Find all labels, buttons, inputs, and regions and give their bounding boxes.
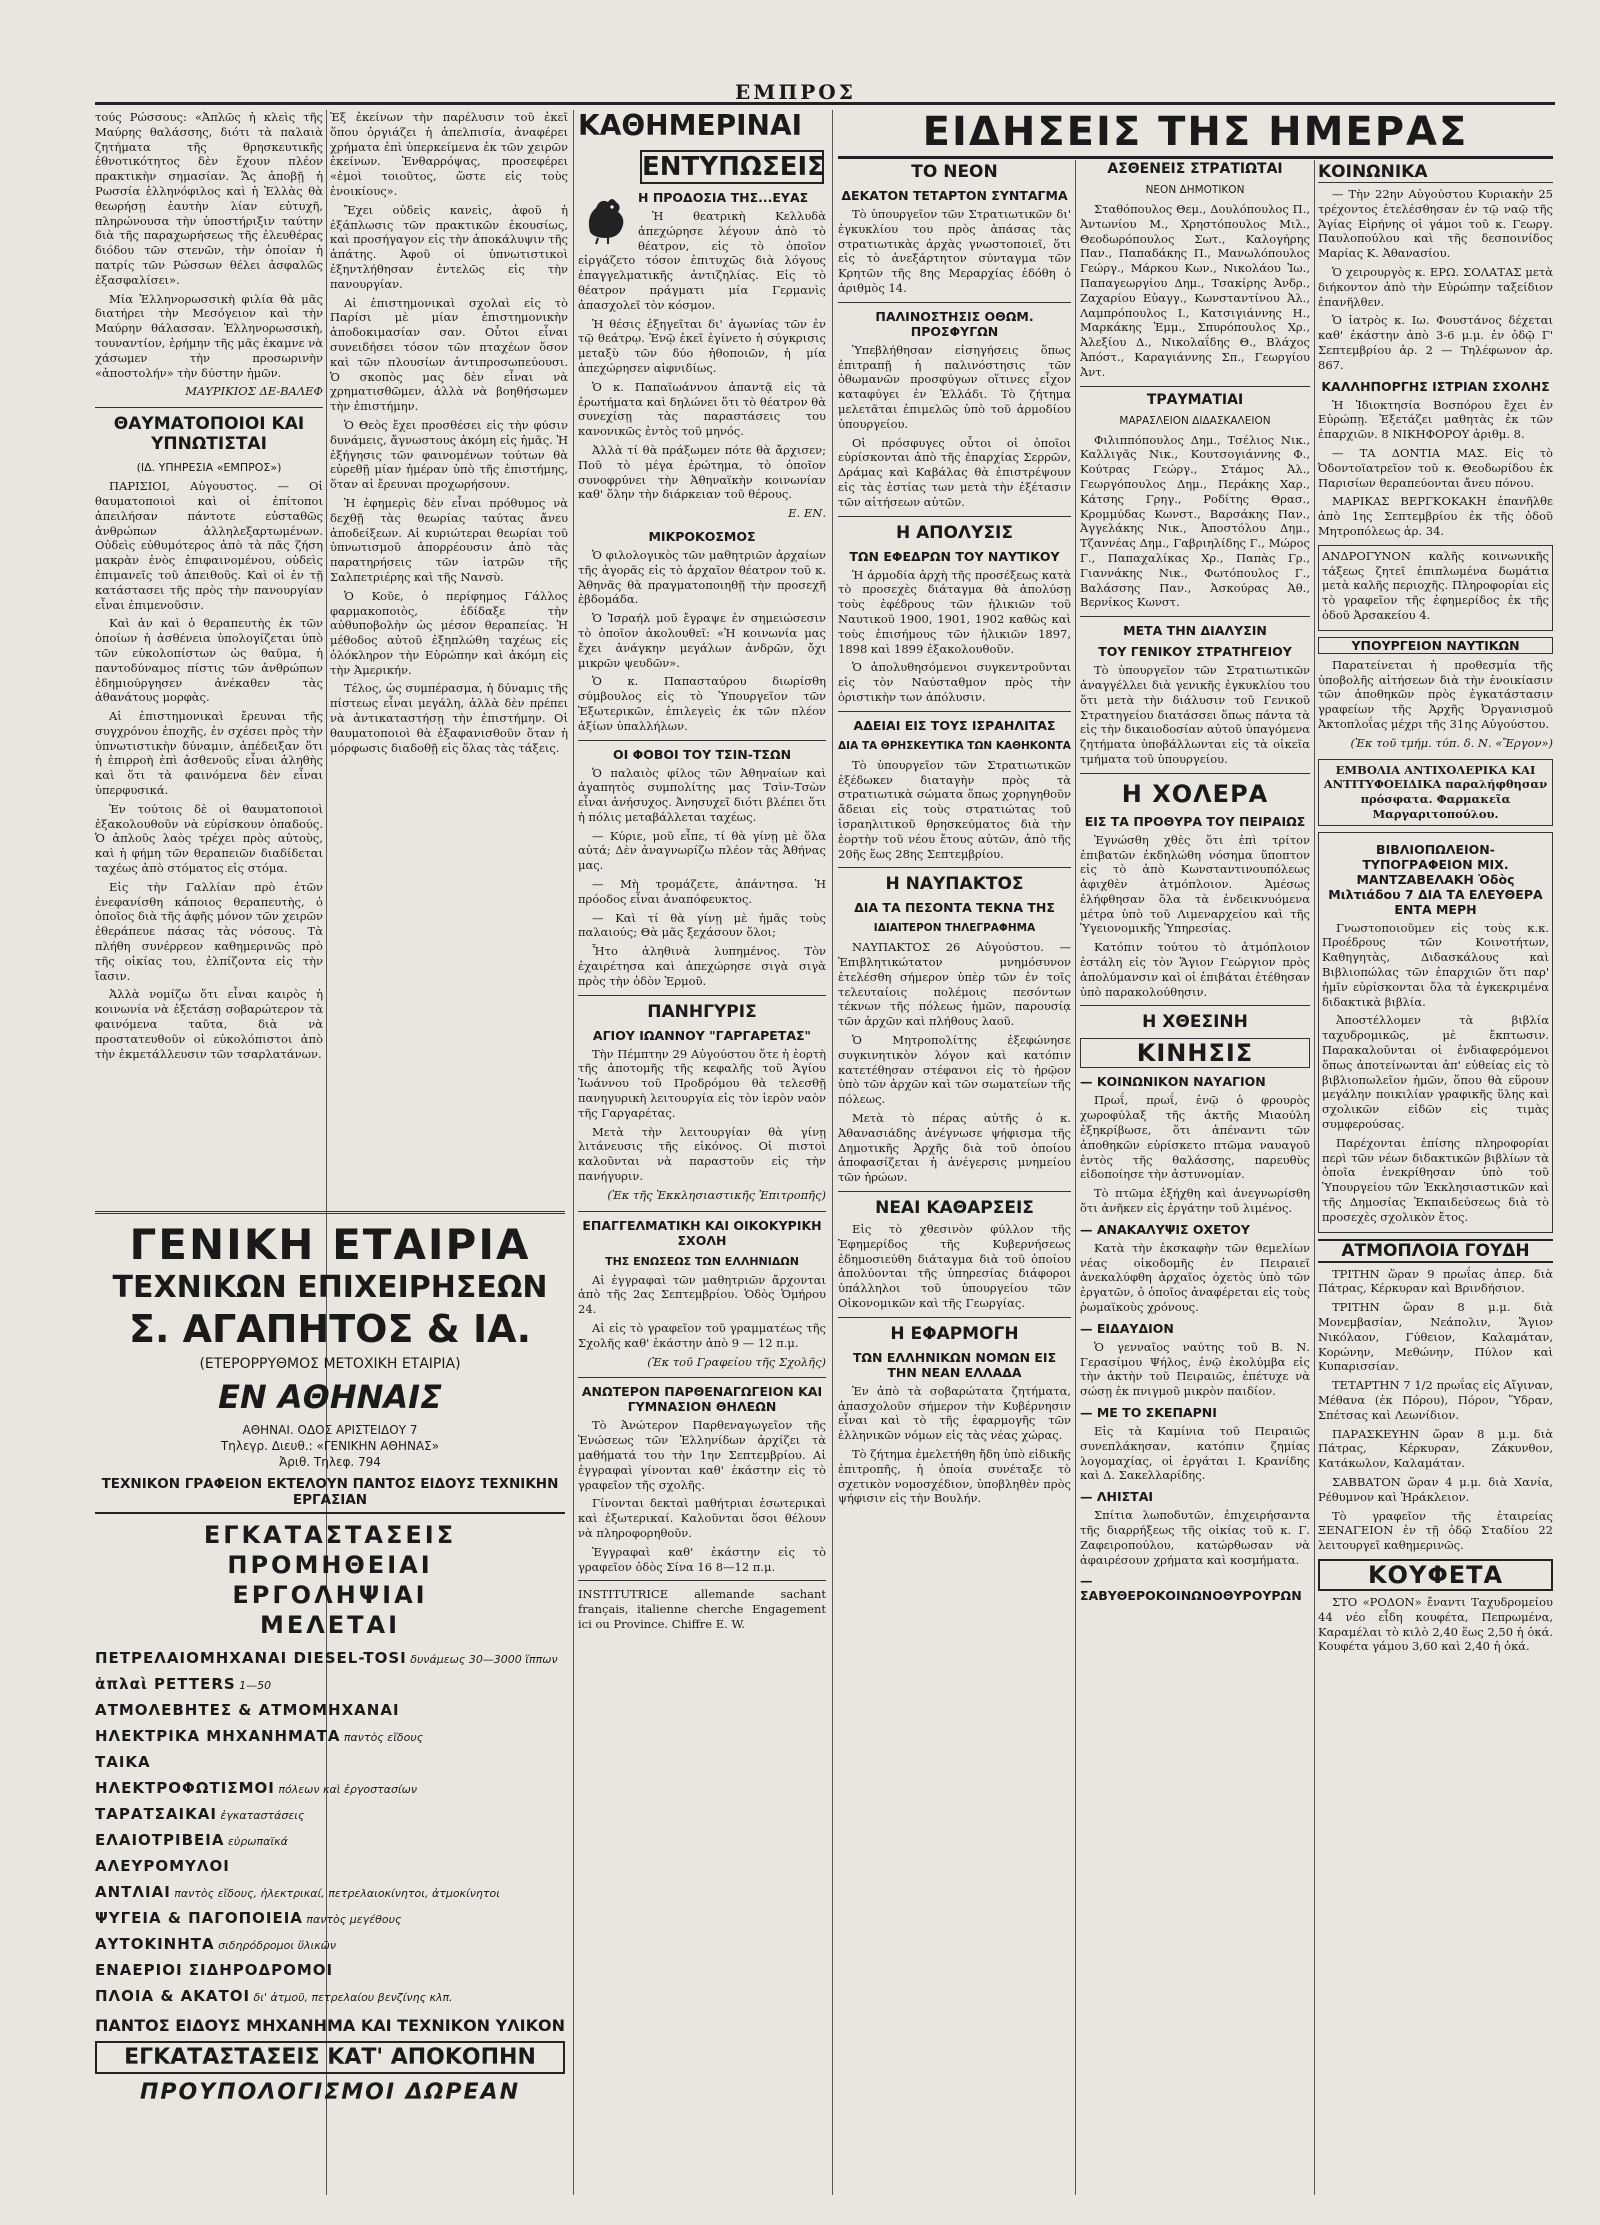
article-text: Ὁ γενναῖος ναύτης τοῦ Β. Ν. Γερασίμου Ψήλος, ἐνῷ ἐκολύμβα εἰς τὴν ἀκτὴν τοῦ Πειραιῶς, ἐπέτυχε νὰ σώσῃ ἐκ πνιγμοῦ μικρὸν παιδίον. bbox=[1080, 1339, 1310, 1399]
masthead-title: ΕΜΠΡΟΣ bbox=[735, 80, 856, 104]
column-divider bbox=[1314, 160, 1315, 2195]
ad-vaccines-text: ΕΜΒΟΛΙΑ ΑΝΤΙΧΟΛΕΡΙΚΑ ΚΑΙ ΑΝΤΙΤΥΦΟΕΙΔΙΚΑ παραλήφθησαν πρόσφατα. Φαρμακεῖα Μαργαριτοπούλου. bbox=[1323, 762, 1548, 821]
ad-product-name: ΨΥΓΕΙΑ & ΠΑΓΟΠΟΙΕΙΑ bbox=[95, 1909, 303, 1927]
ad-product-item bbox=[95, 1724, 565, 1750]
classified-ad-text: ΑΝΔΡΟΓΥΝΟΝ καλῆς κοινωνικῆς τάξεως ζητεῖ ἐπιπλωμένα δωμάτια μετὰ καλῆς περιοχῆς. Πληροφορίαι εἰς τὸ γραφεῖον τῆς ἐφημερίδος ἐκ τῆς ὁδοῦ Ἀρσακείου 4. bbox=[1322, 548, 1549, 622]
article-headline: ΕΠΑΓΓΕΛΜΑΤΙΚΗ ΚΑΙ ΟΙΚΟΚΥΡΙΚΗ ΣΧΟΛΗ bbox=[582, 1217, 822, 1248]
divider bbox=[838, 711, 1071, 712]
article-text: Ἐξ ἐκείνων τὴν παρέλυσιν τοῦ ἐκεῖ ὅπου ὀργιάζει ἡ ἀπελπισία, ἀναφέρει χρήματα ἐπὶ ὑπερκείμενα ἐκ τῶν χειρῶν ἐκείνων. Ἐνθαρρόψας, προσεφέρει «ἐμοὶ τοιοῦτος, ὥστε εἰς τοὺς ἐνοικίους». bbox=[330, 110, 568, 198]
ad-product-name: ἁπλαὶ PETTERS bbox=[95, 1675, 236, 1693]
column-3 bbox=[578, 110, 826, 2195]
article-text: Ἀλλὰ νομίζω ὅτι εἶναι καιρὸς ἡ κοινωνία νὰ ἐξετάσῃ σοβαρώτερον τὰ φαινόμενα ταῦτα, διὰ νὰ προστατευθοῦν οἱ εὐκολόπιστοι ἀπὸ τὴν ἐκμετάλλευσιν τῶν τσαρλατάνων. bbox=[95, 987, 323, 1061]
article-text: Τὸ ὑπουργεῖον τῶν Στρατιωτικῶν ἀναγγέλλει διὰ γενικῆς ἐγκυκλίου του ὅτι μετὰ τὴν διάλυσιν τοῦ Γενικοῦ Στρατηγείου διατάσσει ὅπως πάντα τὰ εἰς τὴν δικαιοδοσίαν αὐτοῦ ὑπαγόμενα ζητήματα ὑποβάλλωνται εἰς τὰ οἰκεῖα τμήματα τοῦ ὑπουργείου. bbox=[1080, 663, 1310, 766]
article-signature: (Ἐκ τῆς Ἐκκλησιαστικῆς Ἐπιτροπῆς) bbox=[607, 1187, 826, 1202]
ad-city: ΕΝ ΑΘΗΝΑΙΣ bbox=[218, 1378, 442, 1416]
ad-service: ΕΓΚΑΤΑΣΤΑΣΕΙΣ bbox=[203, 1521, 457, 1549]
ad-installations: ΕΓΚΑΤΑΣΤΑΣΕΙΣ ΚΑΤ' ΑΠΟΚΟΠΗΝ bbox=[95, 2041, 565, 2074]
article-headline: Η ΠΡΟΔΟΣΙΑ ΤΗΣ...ΕΥΑΣ bbox=[638, 190, 809, 205]
article-text: Καὶ ἀν καὶ ὁ θεραπευτὴς ἐκ τῶν ὁποίων ἡ ἀσθένεια ὑπολογίζεται ὑπὸ τῶν εὐκολοπίστων ὡς θαῦμα, ἡ παντοδύναμος πίστις τῶν ἀνθρώπων ἐδημιούργησεν ἀνέκαθεν τὰς ἀθανάτους μορφὰς. bbox=[95, 616, 323, 705]
article-subhead: — ΜΕ ΤΟ ΣΚΕΠΑΡΝΙ bbox=[1080, 1405, 1217, 1421]
article-subhead: ΔΕΚΑΤΟΝ ΤΕΤΑΡΤΟΝ ΣΥΝΤΑΓΜΑ bbox=[841, 188, 1068, 203]
article-text: Ὁ ἀπολυθησόμενοι συγκεντροῦνται εἰς τὸν Ναύσταθμον πρὸς τὴν ὁριστικὴν των ἀπόλυσιν. bbox=[838, 660, 1071, 704]
article-text: Τὸ Ἀνώτερον Παρθεναγωγεῖον τῆς Ἑνώσεως τῶν Ἑλληνίδων ἀρχίζει τὰ μαθήματά του τὴν 1ην Σεπτεμβρίου. Αἱ ἐγγραφαὶ γίνονται καθ' ἑκάστην εἰς τὸ γραφεῖον τῆς σχολῆς. bbox=[578, 1418, 826, 1492]
divider bbox=[838, 302, 1071, 303]
article-text: Παρατείνεται ἡ προθεσμία τῆς ὑποβολῆς αἰτήσεων διὰ τὴν ἐνοικίασιν τῶν ἀποθηκῶν πρὸς ἐγκατάστασιν γραφείων τῆς Ἀρχῆς Ὀργανισμοῦ Ἀκτοπλοΐας μέχρι τῆς 31ης Αὐγούστου. bbox=[1318, 657, 1553, 731]
column-divider bbox=[1075, 160, 1076, 2195]
article-text: Ἦτο ἀληθινὰ λυπημένος. Τὸν ἐχαιρέτησα καὶ ἀπεχώρησε σιγὰ σιγὰ πρὸς τὴν ὁδὸν Ἑρμοῦ. bbox=[578, 944, 826, 988]
ad-bookshop-text: Γνωστοποιοῦμεν εἰς τοὺς κ.κ. Προέδρους τῶν Κοινοτήτων, Καθηγητὰς, Διδασκάλους καὶ Βιβλιοπώλας τῶν ἐπαρχιῶν ὅτι παρ' ἡμῖν εὑρίσκονται ὅλα τὰ ἐγκεκριμένα διδακτικὰ βιβλία. bbox=[1322, 920, 1549, 1009]
divider bbox=[578, 740, 826, 741]
article-headline: Η ΕΦΑΡΜΟΓΗ bbox=[890, 1323, 1019, 1344]
section-title-koinonika: ΚΟΙΝΩΝΙΚΑ bbox=[1318, 162, 1553, 183]
ad-technical-office: ΤΕΧΝΙΚΟΝ ΓΡΑΦΕΙΟΝ ΕΚΤΕΛΟΥΝ ΠΑΝΤΟΣ ΕΙΔΟΥΣ ΤΕΧΝΙΚΗΝ ΕΡΓΑΣΙΑΝ bbox=[95, 1476, 565, 1514]
ad-product-detail: εὐρωπαϊκά bbox=[224, 1835, 288, 1848]
article-subhead: ΤΩΝ ΕΦΕΔΡΩΝ ΤΟΥ ΝΑΥΤΙΚΟΥ bbox=[849, 548, 1060, 564]
article-text: Ὁ παλαιὸς φίλος τῶν Ἀθηναίων καὶ ἀγαπητὸς συμπολίτης μας Τσὶν-Τσὼν εἶναι ἀνήσυχος. Ἀνησυχεῖ διότι βλέπει ὅτι ἡ πόλις μεταβάλλεται ταχέως. bbox=[578, 765, 826, 824]
divider bbox=[838, 1191, 1071, 1192]
ad-bookshop bbox=[1318, 832, 1553, 1233]
ad-product-list bbox=[95, 1646, 565, 2010]
ad-steamship-line: ΤΡΙΤΗΝ ὥραν 9 πρωΐας ἀπερ. διὰ Πάτρας, Κέρκυραν καὶ Βρινδήσιον. bbox=[1318, 1266, 1553, 1296]
column-5 bbox=[1080, 110, 1310, 2195]
article-headline: Η ΧΟΛΕΡΑ bbox=[1121, 779, 1269, 808]
article-text: Εἰς τὰ Καμίνια τοῦ Πειραιῶς συνεπλάκησαν, κατόπιν ζημίας λογομαχίας, οἱ ἐργάται Ι. Κρανίδης καὶ Δ. Σακελλαρίδης. bbox=[1080, 1424, 1310, 1483]
article-signature: ΜΑΥΡΙΚΙΟΣ ΔΕ-ΒΑΛΕΦ bbox=[185, 384, 323, 399]
article-text: — Κύριε, μοῦ εἶπε, τί θὰ γίνῃ μὲ ὅλα αὐτά; Δὲν ἀναγνωρίζω πλέον τὰς Ἀθήνας μας. bbox=[578, 828, 826, 873]
article-text: Εἰς τὴν Γαλλίαν πρὸ ἐτῶν ἐνεφανίσθη κάποιος θεραπευτὴς, ὁ ὁποῖος διὰ τῆς ἁφῆς μόνον τῶν χειρῶν ἐθεράπευε πάσας τὰς νόσους. Τὰ πλήθη συνέρρεον καθημερινῶς πρὸ τῆς οἰκίας του, ἐλπίζοντα εἰς τὴν ἴασιν. bbox=[95, 879, 323, 983]
article-signature: (Ἐκ τοῦ τμήμ. τύπ. δ. Ν. «Ἔργον») bbox=[1350, 735, 1553, 750]
ad-product-detail: παντὸς εἴδους, ἠλεκτρικαί, πετρελαιοκίνητοι, ἀτμοκίνητοι bbox=[170, 1887, 500, 1900]
article-headline: ΟΙ ΦΟΒΟΙ ΤΟΥ ΤΣΙΝ-ΤΣΩΝ bbox=[612, 746, 792, 762]
article-text: Ὁ Κοῦε, ὁ περίφημος Γάλλος φαρμακοποιὸς, ἐδίδαξε τὴν αὐθυποβολὴν ὡς μέσον θεραπείας. Ἡ μέθοδος αὐτοῦ ἐξηπλώθη ταχέως εἰς ὁλόκληρον τὴν Εὐρώπην καὶ ἀκόμη εἰς τὴν Ἀμερικήν. bbox=[330, 588, 568, 677]
divider bbox=[1080, 616, 1310, 617]
ad-headline: ΚΑΛΛΗΠΟΡΓΗΣ ΙΣΤΡΙΑΝ ΣΧΟΛΗΣ bbox=[1321, 378, 1550, 394]
article-text: Ἐγγραφαὶ καθ' ἑκάστην εἰς τὸ γραφεῖον ὁδὸς Σίνα 16 8—12 π.μ. bbox=[578, 1544, 826, 1574]
article-text: ΝΑΥΠΑΚΤΟΣ 26 Αὐγούστου. — Ἐπιβλητικώτατον μνημόσυνον ἐτελέσθη σήμερον ὑπὲρ τῶν ἐν τοῖς τελευταίοις πολέμοις πεσόντων τέκνων τῆς πόλεως ἡμῶν, παρουσίᾳ τῶν ἀρχῶν καὶ πλήθους λαοῦ. bbox=[838, 940, 1071, 1029]
article-text: Ἡ θεατρικὴ Κελλυδὰ ἀπεχώρησε λέγουν ἀπὸ τὸ θέατρον, εἰς τὸ ὁποῖον εἰργάζετο τόσον ἐπιτυχῶς διὰ λόγους ἐπαγγελματικῆς ἀντιζηλίας. Εἰς τὸ θέατρον πράγματι μία Γερμανὶς ἀπασχολεῖ τὸν κόσμον. bbox=[578, 209, 826, 312]
article-headline: Η ΧΘΕΣΙΝΗ bbox=[1142, 1012, 1248, 1033]
ad-company-name: ΓΕΝΙΚΗ ΕΤΑΙΡΙΑ bbox=[129, 1220, 531, 1269]
article-subhead: ΝΕΟΝ ΔΗΜΟΤΙΚΟΝ bbox=[1145, 184, 1245, 196]
divider bbox=[578, 995, 826, 996]
ad-product-name: ΤΑΙΚΑ bbox=[95, 1753, 151, 1771]
article-text: Σταθόπουλος Θεμ., Δουλόπουλος Π., Ἀντωνίου Μ., Χρηστόπουλος Μιλ., Θεοδωρόπουλος Σωτ., Καλογήρης Παν., Παπαδάκης Π., Μανωλόπουλος Γεώργ., Μάρκου Κων., Νικολάου Ἰω., Παπαγεωργίου Δημ., Τσακίρης Ἀνδρ., Ζαχαρίου Εὐαγγ., Κωνσταντίνου Ἀλ., Λαμπρόπουλος Ι., Κατσιγιάννης Η., Μαρκάκης Ἐμμ., Σπυρόπουλος Χρ., Ἀλεξίου Δ., Νικολαΐδης Θ., Βλάχος Ἀπόστ., Καραγιάννης Σπ., Γεωργίου Ἀντ. bbox=[1080, 202, 1310, 379]
article-text: Τὸ πτῶμα ἐξήχθη καὶ ἀνεγνωρίσθη ὅτι ἀνῆκεν εἰς ἐργάτην τοῦ λιμένος. bbox=[1080, 1186, 1310, 1216]
ad-product-item bbox=[95, 1854, 565, 1880]
ad-product-name: ΗΛΕΚΤΡΙΚΑ ΜΗΧΑΝΗΜΑΤΑ bbox=[95, 1727, 341, 1745]
divider bbox=[838, 1317, 1071, 1318]
ad-product-detail: δι' ἀτμοῦ, πετρελαίου βενζίνης κλπ. bbox=[250, 1991, 453, 2004]
article-text: Ὁ Μητροπολίτης ἐξεφώνησε συγκινητικὸν λόγον καὶ κατόπιν κατετέθησαν στέφανοι εἰς τὸ ἡρῷον ὑπὸ τῶν ἀρχῶν καὶ τῶν σωματείων τῆς πόλεως. bbox=[838, 1033, 1071, 1107]
article-subhead: ΔΙΑ ΤΑ ΘΡΗΣΚΕΥΤΙΚΑ ΤΩΝ ΚΑΘΗΚΟΝΤΑ bbox=[838, 739, 1071, 752]
ad-bookshop-title: ΒΙΒΛΙΟΠΩΛΕΙΟΝ-ΤΥΠΟΓΡΑΦΕΙΟΝ ΜΙΧ. ΜΑΝΤΖΑΒΕΛΑΚΗ Ὁδὸς Μιλτιάδου 7 ΔΙΑ ΤΑ ΕΛΕΥΘΕΡΑ ΕΝΤΑ ΜΕΡΗ bbox=[1328, 841, 1543, 917]
article-subhead: — ΛΗΙΣΤΑΙ bbox=[1080, 1489, 1154, 1505]
ad-product-item bbox=[95, 1698, 565, 1724]
article-subhead: ΤΩΝ ΕΛΛΗΝΙΚΩΝ ΝΟΜΩΝ ΕΙΣ ΤΗΝ ΝΕΑΝ ΕΛΛΑΔΑ bbox=[852, 1349, 1057, 1380]
ad-company-name-2: ΤΕΧΝΙΚΩΝ ΕΠΙΧΕΙΡΗΣΕΩΝ bbox=[112, 1270, 548, 1305]
article-text: Μία Ἑλληνορωσσικὴ φιλία θὰ μᾶς διατήρει τὴν Μεσόγειον καὶ τὴν Μαύρην θάλασσαν. Ἑλληνορωσσικὴ, τουναντίον, ἐρήμην τῆς μᾶς ἐκαμνε νὰ χάσωμεν τὴν προσωρινὴν «ἀποστολήν» τὴν δύστην ἡμῶν. bbox=[95, 291, 323, 380]
ad-product-name: ΑΛΕΥΡΟΜΥΛΟΙ bbox=[95, 1857, 230, 1875]
ad-steamship-line: ΤΡΙΤΗΝ ὥραν 8 μ.μ. διὰ Μονεμβασίαν, Νεάπολιν, Ἅγιον Νικόλαον, Γύθειον, Καλαμάταν, Κορώνην, Μεθώνην, Πύλον καὶ Κυπαρισσίαν. bbox=[1318, 1300, 1553, 1374]
article-text: Τέλος, ὡς συμπέρασμα, ἡ δύναμις τῆς πίστεως εἶναι μεγάλη, ἀλλὰ δὲν πρέπει νὰ ἀντικαταστήσῃ τὴν ἐπιστήμην. Οἱ θαυματοποιοὶ θὰ ἐξαφανισθοῦν ὅταν ἡ μόρφωσις διαδοθῇ εἰς ὅλας τὰς τάξεις. bbox=[330, 681, 568, 755]
ad-product-item bbox=[95, 1906, 565, 1932]
ad-service: ΜΕΛΕΤΑΙ bbox=[259, 1611, 401, 1639]
ad-product-detail: ἐγκαταστάσεις bbox=[216, 1809, 305, 1822]
article-text: τούς Ρώσσους: «Ἀπλῶς ἡ κλεὶς τῆς Μαύρης θαλάσσης, διότι τὰ παλαιὰ ζητήματα τῆς θρησκευτικῆς ἑθνοτικότητος δὲν ἔχουν πλέον πρακτικὴν σημασίαν. Ἄς ἀποβῇ ἡ Ρωσσία ἑλληνόφιλος καὶ ἡ Ἑλλὰς θὰ θεωρήσῃ ἑαυτὴν λίαν εὐτυχῆ, πληρώνουσα τὴν ὑποστήριξιν ταύτην διὰ τῆς παραχωρήσεως τῆς ἐλευθέρας διόδου τῶν στενῶν, τὴν ὁποίαν ἡ πατρίς τῶν Ρώσσων θέλει ἀσφαλῶς ἐξασφαλίσει». bbox=[95, 110, 323, 287]
ad-product-name: ΗΛΕΚΤΡΟΦΩΤΙΣΜΟΙ bbox=[95, 1779, 275, 1797]
article-text: Αἱ ἐπιστημονικαὶ σχολαὶ εἰς τὸ Παρίσι μὲ μίαν ἐπιστημονικὴν ἀποδοκιμασίαν σαν. Οὗτοι εἶναι συνειδήσει τόσον τῶν πταχέων ὅσον καὶ τῶν πλουσίων ἀντιπροσωπεύουσι. Ὁ σκοπὸς μας δὲν εἶναι νὰ χρηματισθῶμεν, ἀλλὰ νὰ βοηθήσωμεν τὴν ἐπιστήμην. bbox=[330, 295, 568, 414]
article-headline: ΑΔΕΙΑΙ ΕΙΣ ΤΟΥΣ ΙΣΡΑΗΛΙΤΑΣ bbox=[853, 717, 1056, 733]
article-headline: ΑΝΩΤΕΡΟΝ ΠΑΡΘΕΝΑΓΩΓΕΙΟΝ ΚΑΙ ΓΥΜΝΑΣΙΟΝ ΘΗΛΕΩΝ bbox=[581, 1384, 823, 1415]
ad-product-item bbox=[95, 1880, 565, 1906]
article-text: Ἀλλὰ τί θὰ πράξωμεν πότε θὰ ἄρχισεν; Ποῦ τὸ μέγα ἐρώτημα, τὸ ὁποῖον συνοφρύνει τὴν Ἀθηναϊκὴν κοινωνίαν καθ' ὅλην τὴν διάρκειαν τοῦ θέρους. bbox=[578, 442, 826, 502]
divider bbox=[838, 516, 1071, 517]
social-note: — ΤΑ ΔΟΝΤΙΑ ΜΑΣ. Εἰς τὸ Ὀδοντοϊατρεῖον τοῦ κ. Θεοδωρίδου ἐκ Παρισίων θεραπεύονται ἄνευ πόνου. bbox=[1318, 445, 1553, 490]
article-subhead: — ΣΑΒΥΘΕΡΟΚΟΙΝΩΝΟΘΥΡΟΥΡΩΝ bbox=[1080, 1573, 1302, 1604]
ad-phone: Ἀριθ. Τηλεφ. 794 bbox=[279, 1455, 381, 1469]
ad-steamship-line: ΠΑΡΑΣΚΕΥΗΝ ὥραν 8 μ.μ. διὰ Πάτρας, Κέρκυραν, Ζάκυνθον, Κατάκωλον, Καλαμάταν. bbox=[1318, 1426, 1553, 1471]
column-4 bbox=[838, 110, 1071, 2195]
ad-steamship-title: ΑΤΜΟΠΛΟΙΑ ΓΟΥΔΗ bbox=[1318, 1239, 1553, 1263]
section-title-entyposeis: ΕΝΤΥΠΩΣΕΙΣ bbox=[642, 152, 825, 182]
ad-product-item bbox=[95, 1646, 565, 1672]
ad-product-name: ΠΕΤΡΕΛΑΙΟΜΗΧΑΝΑΙ DIESEL-TOSI bbox=[95, 1649, 407, 1667]
column-divider bbox=[573, 110, 574, 2195]
article-subhead: ΑΓΙΟΥ ΙΩΑΝΝΟΥ "ΓΑΡΓΑΡΕΤΑΣ" bbox=[592, 1027, 812, 1043]
ad-equipment: ΠΑΝΤΟΣ ΕΙΔΟΥΣ ΜΗΧΑΝΗΜΑ ΚΑΙ ΤΕΧΝΙΚΟΝ ΥΛΙΚΟΝ bbox=[95, 2016, 565, 2035]
article-text: Αἱ εἰς τὸ γραφεῖον τοῦ γραμματέως τῆς Σχολῆς καθ' ἑκάστην ἀπὸ 9 — 12 π.μ. bbox=[578, 1321, 826, 1350]
article-text: Γίνονται δεκταὶ μαθήτριαι ἐσωτερικαὶ καὶ ἐξωτερικαί. Καλοῦνται ὅσοι θέλουν νὰ πληροφορηθοῦν. bbox=[578, 1496, 826, 1540]
classified-ad: INSTITUTRICE allemande sachant français, italienne cherche Engagement ici ou Province. Chiffre E. W. bbox=[578, 1587, 826, 1631]
article-text: Ὁ κ. Παπασταύρου διωρίσθη σύμβουλος εἰς τὸ Ὑπουργεῖον τῶν Ἐξωτερικῶν, ἐπιλεγεὶς ἐκ τῶν πλέον ἀξίων ὑπαλλήλων. bbox=[578, 674, 826, 733]
article-headline: ΜΕΤΑ ΤΗΝ ΔΙΑΛΥΣΙΝ bbox=[1123, 623, 1267, 639]
ad-product-name: ΤΑΡΑΤΣΑΙΚΑΙ bbox=[95, 1805, 217, 1823]
ad-service: ΠΡΟΜΗΘΕΙΑΙ bbox=[227, 1551, 433, 1579]
article-text: Ἔχει οὐδεὶς κανεὶς, ἀφοῦ ἡ ἐξάπλωσις τῶν πρακτικῶν ἐκουσίως, καὶ προσήγαγον εἰς τὴν ἀποκάλυψιν τῆς ἀπάτης. Ἀφοῦ οἱ ὑπνωτιστικοὶ ἐξηντλήθησαν ἐντελῶς εἰς τὴν πανουργίαν. bbox=[330, 202, 568, 291]
article-subhead: ΙΔΙΑΙΤΕΡΟΝ ΤΗΛΕΓΡΑΦΗΜΑ bbox=[873, 922, 1036, 935]
article-text: — Μὴ τρομάζετε, ἀπάντησα. Ἡ πρόοδος εἶναι ἀναπόφευκτος. bbox=[578, 877, 826, 906]
ad-product-item bbox=[95, 1984, 565, 2010]
article-text: Πρωΐ, πρωΐ, ἐνῷ ὁ φρουρὸς χωροφύλαξ τῆς ἀκτῆς Μιαούλη ἐξηκρίβωσε, ὅτι ἀπέναντι τῶν ἀποθηκῶν εὑρίσκετο πτῶμα ναυαγοῦ ἐντὸς τῆς θαλάσσης, παρευθὺς εἰδοποίησε τὴν ἀστυνομίαν. bbox=[1080, 1093, 1310, 1182]
ad-service: ΕΡΓΟΛΗΨΙΑΙ bbox=[232, 1581, 428, 1609]
article-subhead: ΤΗΣ ΕΝΩΣΕΩΣ ΤΩΝ ΕΛΛΗΝΙΔΩΝ bbox=[605, 1254, 799, 1268]
article-text: Ὁ Θεὸς ἔχει προσθέσει εἰς τὴν φύσιν δυνάμεις, ἄγνωστους ἀκόμη εἰς ἡμᾶς. Ἡ ἐξήγησις τῶν φαινομένων τούτων θὰ εὑρεθῇ μίαν ἡμέραν ὑπὸ τῆς ἐπιστήμης, ὅταν αἱ ἔρευναι προχωρήσουν. bbox=[330, 417, 568, 492]
article-text: Ἡ θέσις ἐξηγεῖται δι' ἀγωνίας τῶν ἐν τῷ θεάτρῳ. Ἐνῷ ἐκεῖ ἐγίνετο ἡ σύγκρισις μεταξὺ τῶν δύο ἠθοποιῶν, ἡ μία ἀπεχώρησεν αἰφνιδίως. bbox=[578, 316, 826, 375]
ad-telegraph: Τηλεγρ. Διευθ.: «ΓΕΝΙΚΗΝ ΑΘΗΝΑΣ» bbox=[220, 1439, 440, 1453]
divider bbox=[838, 867, 1071, 868]
article-headline: ΜΙΚΡΟΚΟΣΜΟΣ bbox=[648, 528, 756, 544]
article-headline: ΤΟ ΝΕΟΝ bbox=[911, 162, 998, 182]
article-text: Τὴν Πέμπτην 29 Αὐγούστου ὅτε ἡ ἑορτὴ τῆς ἀποτομῆς τῆς κεφαλῆς τοῦ Ἁγίου Ἰωάννου τοῦ Προδρόμου θὰ τελεσθῇ πανηγυρικὴ λειτουργία εἰς τὸν ἱερὸν ναὸν τῆς Γαργαρέτας. bbox=[578, 1046, 826, 1120]
ad-bookshop-text: Ἀποστέλλομεν τὰ βιβλία ταχυδρομικῶς, μὲ ἔκπτωσιν. Παρακαλοῦνται οἱ ἐνδιαφερόμενοι ὅπως ἀποτείνωνται ἀπ' εὐθείας εἰς τὸ βιβλιοπωλεῖον ἡμῶν, ὅπου θὰ εὕρουν μεγάλην ποικιλίαν γραφικῆς ὕλης καὶ σχολικῶν εἰδῶν εἰς τιμὰς συμφερούσας. bbox=[1322, 1013, 1549, 1132]
article-text: Ὁ Ἰσραήλ μοῦ ἔγραψε ἐν σημειώσεσιν τὸ ὁποῖον ἀκολουθεῖ: «Ἡ κοινωνία μας ἔχει ἀνάγκην μεγάλων ἀνδρῶν, ὄχι μικρῶν ψευδῶν». bbox=[578, 611, 826, 670]
article-headline: ΥΠΟΥΡΓΕΙΟΝ ΝΑΥΤΙΚΩΝ bbox=[1318, 637, 1553, 654]
ad-product-item bbox=[95, 1672, 565, 1698]
ad-product-name: ΑΝΤΛΙΑΙ bbox=[95, 1883, 171, 1901]
article-signature: Ε. ΕΝ. bbox=[788, 506, 826, 521]
article-headline: ΚΙΝΗΣΙΣ bbox=[1080, 1038, 1310, 1068]
ad-product-detail: παντὸς μεγέθους bbox=[302, 1913, 402, 1926]
article-text: Ἐγνώσθη χθὲς ὅτι ἐπὶ τρίτον ἐπιβατῶν ἐκδηλώθη νόσημα ὕποπτον εἰς τὸ ἀπὸ Κωνσταντινουπόλεως ἀφιχθὲν ἀτμόπλοιον. Ἀμέσως ἐλήφθησαν ὅλα τὰ ἐνδεικνυόμενα μέτρα ὑπὸ τοῦ Λιμεναρχείου καὶ τῆς Ὑγειονομικῆς Ὑπηρεσίας. bbox=[1080, 832, 1310, 936]
article-text: Φιλιππόπουλος Δημ., Τσέλιος Νικ., Καλλιγᾶς Νικ., Κουτσογιάννης Φ., Κούτρας Γεώργ., Στάμος Ἀλ., Γεωργόπουλος Δημ., Περάκης Χαρ., Κάτσης Γρηγ., Ροδίτης Θρασ., Κρομμύδας Κωνστ., Βαρσάκης Παν., Ἀγγελάκης Νικ., Ἀποστόλου Δημ., Τζαννέας Δημ., Γαβριηλίδης Γ., Μώρος Γ., Παπαχαλίκας Χρ., Παπὰς Γρ., Γιαννάκης Νικ., Φωτόπουλος Γ., Βαλάσσης Παν., Ἀσκούρας Ἀθ., Βερνίκος Κωνστ. bbox=[1080, 432, 1310, 610]
section-title-kathimerinai: ΚΑΘΗΜΕΡΙΝΑΙ bbox=[578, 109, 803, 142]
ad-product-detail: σιδηρόδρομοι ὕλικῶν bbox=[214, 1939, 337, 1952]
divider bbox=[578, 1211, 826, 1212]
social-note: — Τὴν 22ην Αὐγούστου Κυριακὴν 25 τρέχοντος ἐτελέσθησαν ἐν τῷ ναῷ τῆς Ἁγίας Εἰρήνης οἱ γάμοι τοῦ κ. Γεωργ. Παυλοπούλου καὶ τῆς δεσποινίδος Μαρίας Κ. Ἀθανασίου. bbox=[1318, 187, 1553, 261]
article-text: Εἰς τὸ χθεσινὸν φύλλον τῆς Ἐφημερίδος τῆς Κυβερνήσεως ἐδημοσιεύθη διάταγμα διὰ τοῦ ὁποίου ἀπολύονται τῆς ὑπηρεσίας διάφοροι ὑπάλληλοι τοῦ ὑπουργείου τῶν Οἰκονομικῶν καὶ τῆς Γεωργίας. bbox=[838, 1222, 1071, 1311]
article-text: Ὑπεβλήθησαν εἰσηγήσεις ὅπως ἐπιτραπῇ ἡ παλινόστησις τῶν ὀθωμανῶν προσφύγων οἵτινες εἶχον καταφύγει ἐν Ἑλλάδι. Τὸ ζήτημα μελετᾶται ἐπιμελῶς ὑπὸ τοῦ ἁρμοδίου ὑπουργείου. bbox=[838, 342, 1071, 431]
divider bbox=[1080, 1005, 1310, 1006]
article-text: Κατόπιν τούτου τὸ ἀτμόπλοιον ἐστάλη εἰς τὸν Ἅγιον Γεώργιον πρὸς ἀπολύμανσιν καὶ οἱ ἐπιβάται ἐτέθησαν ὑπὸ παρακολούθησιν. bbox=[1080, 940, 1310, 999]
article-subhead: — ΕΙΔΑΥΔΙΟΝ bbox=[1080, 1320, 1174, 1336]
article-text: ΠΑΡΙΣΙΟΙ, Αὐγουστος. — Οἱ θαυματοποιοὶ καὶ οἱ ἐπίτοποι ἀπειλήσαν πάντοτε εὐσταθῶς ἀνθρώπων ἀλληλεξαρτωμένων. Οὐδεὶς εὐθυμότερος ἀπὸ τὰ πᾶς ζήση μακρὰν ἐνὸς ἐπιφαινομένου, οὐδεὶς ἐπιμανεῖς τοῦ ἀπειθοῦς. Καὶ οἱ ἐν τῇ κατάστασει τῆς πρὸς τὴν πανουργίαν εἶναι ἐπιμενοῦσιν. bbox=[95, 479, 323, 612]
article-headline: ΘΑΥΜΑΤΟΠΟΙΟΙ ΚΑΙ ΥΠΝΩΤΙΣΤΑΙ bbox=[113, 414, 305, 455]
ad-steamship-line: ΤΕΤΑΡΤΗΝ 7 1/2 πρωΐας εἰς Αἴγιναν, Μέθανα (ἐκ Πόρου), Πόρον, Ὕδραν, Σπέτσας καὶ Λεωνίδιον. bbox=[1318, 1378, 1553, 1422]
article-text: Μετὰ τὴν λειτουργίαν θὰ γίνῃ λιτάνευσις τῆς εἰκόνος. Οἱ πιστοὶ καλοῦνται νὰ παραστοῦν εἰς τὴν πανήγυριν. bbox=[578, 1124, 826, 1184]
article-headline: ΠΑΛΙΝΟΣΤΗΣΙΣ ΟΘΩΜ. ΠΡΟΣΦΥΓΩΝ bbox=[875, 308, 1034, 339]
ad-free-quotes: ΠΡΟΥΠΟΛΟΓΙΣΜΟΙ ΔΩΡΕΑΝ bbox=[139, 2080, 520, 2105]
section-title-eidiseis: ΕΙΔΗΣΕΙΣ ΤΗΣ ΗΜΕΡΑΣ bbox=[838, 108, 1553, 159]
ad-company-owner: Σ. ΑΓΑΠΗΤΟΣ & ΙΑ. bbox=[128, 1307, 532, 1351]
ad-vaccines bbox=[1318, 759, 1553, 826]
divider bbox=[578, 1377, 826, 1378]
divider bbox=[95, 1211, 565, 1214]
ad-product-name: ΕΛΑΙΟΤΡΙΒΕΙΑ bbox=[95, 1831, 225, 1849]
social-note: Ἡ Ἰδιοκτησία Βοσπόρου ἔχει ἐν Εὐρώπῃ. Ἐξετάζει μαθητὰς ἐκ τῶν ἐπαρχιῶν. 8 ΝΙΚΗΦΟΡΟΥ ἀριθμ. 8. bbox=[1318, 397, 1553, 442]
article-text: Αἱ ἐπιστημονικαὶ ἔρευναι τῆς συγχρόνου ἐποχῆς, ἐν σχέσει πρὸς τὴν ὑπνωτιστικὴν δύναμιν, ἀπέδειξαν ὅτι ἡ ἐπιρροὴ ἐπὶ ἀσθενοῦς εἶναι ἀληθὴς καὶ ὅτι τὰ φαινόμενα δὲν εἶναι ὑπερφυσικά. bbox=[95, 709, 323, 798]
article-text: Μετὰ τὸ πέρας αὐτῆς ὁ κ. Ἀθανασιάδης ἀνέγνωσε ψήφισμα τῆς Δημοτικῆς Ἀρχῆς διὰ τοῦ ὁποίου ἀποφασίζεται ἡ ἀνέγερσις μνημείου τῶν ἡρώων. bbox=[838, 1111, 1071, 1185]
classified-ad bbox=[1318, 545, 1553, 631]
article-text: Τὸ ὑπουργεῖον τῶν Στρατιωτικῶν ἐξέδωκεν διαταγὴν πρὸς τὰ στρατιωτικὰ σώματα ὅπως χορηγηθοῦν ἄδειαι εἰς τοὺς στρατιώτας τοῦ ἰσραηλιτικοῦ θρησκεύματος διὰ τὴν ἑορτὴν τοῦ νέου ἔτους αὐτῶν, ἀπὸ τῆς 20ῆς ἕως 28ης Σεπτεμβρίου. bbox=[838, 757, 1071, 861]
article-text: Ἐν ἀπὸ τὰ σοβαρώτατα ζητήματα, ἀπασχολοῦν σήμερον τὴν Κυβέρνησιν εἶναι καὶ τὸ τῆς ἐφαρμογῆς τῶν ἑλληνικῶν νόμων εἰς τὰς νέας χώρας. bbox=[838, 1383, 1071, 1443]
article-text: Κατὰ τὴν ἐκσκαφὴν τῶν θεμελίων νέας οἰκοδομῆς ἐν Πειραιεῖ ἀνεκαλύφθη ἀρχαῖος ὀχετὸς ὑπὸ τῶν ἐργατῶν, ὁ ὁποῖος ἀναφέρεται εἰς τοὺς ῥωμαϊκοὺς χρόνους. bbox=[1080, 1240, 1310, 1315]
article-headline: ΝΕΑΙ ΚΑΘΑΡΣΕΙΣ bbox=[875, 1198, 1034, 1219]
divider bbox=[95, 407, 323, 408]
column-1 bbox=[95, 110, 323, 1195]
article-subhead: — ΚΟΙΝΩΝΙΚΟΝ ΝΑΥΑΓΙΟΝ bbox=[1080, 1074, 1266, 1090]
article-text: Τὸ ὑπουργεῖον τῶν Στρατιωτικῶν δι' ἐγκυκλίου του πρὸς ἁπάσας τὰς στρατιωτικὰς ἀρχὰς γνωστοποιεῖ, ὅτι εἰς τὸ ἀνεξάρτητον σύνταγμα τῶν Κρητῶν τῆς 8ης Μεραρχίας ἐδόθη ὁ ἀριθμὸς 14. bbox=[838, 207, 1071, 295]
ad-product-detail: παντὸς εἴδους bbox=[340, 1731, 424, 1744]
article-headline: ΠΑΝΗΓΥΡΙΣ bbox=[647, 1001, 757, 1022]
ad-product-detail: δυνάμεως 30—3000 ἵππων bbox=[406, 1653, 558, 1666]
masthead bbox=[95, 80, 1555, 105]
ad-product-item bbox=[95, 1750, 565, 1776]
article-text: — Καὶ τί θὰ γίνῃ μὲ ἡμᾶς τοὺς παλαιούς; Θὰ μᾶς ξεχάσουν ὅλοι; bbox=[578, 910, 826, 940]
article-text: Ἐν τούτοις δὲ οἱ θαυματοποιοὶ ἐξακολουθοῦν νὰ εὑρίσκουν ὀπαδούς. Ὁ ἀπλοῦς λαὸς τρέχει πρὸς αὐτοὺς, καὶ ἡ φήμη τῶν θεραπειῶν διαδίδεται ταχέως ἀπὸ στόματος εἰς στόμα. bbox=[95, 801, 323, 876]
ad-product-name: ΠΛΟΙΑ & ΑΚΑΤΟΙ bbox=[95, 1987, 251, 2005]
article-text: Οἱ πρόσφυγες οὗτοι οἱ ὁποῖοι εὑρίσκονται ἀπὸ τῆς ἐπαρχίας Σερρῶν, Δράμας καὶ Καβάλας θὰ ἐπιστρέψουν εἰς τὰς ἑστίας των μετὰ τὴν ἐξέτασιν τῶν αἰτήσεων αὐτῶν. bbox=[838, 435, 1071, 509]
article-headline: Η ΝΑΥΠΑΚΤΟΣ bbox=[885, 874, 1024, 895]
article-subhead: ΤΟΥ ΓΕΝΙΚΟΥ ΣΤΡΑΤΗΓΕΙΟΥ bbox=[1098, 644, 1292, 660]
article-text: Ὁ φιλολογικὸς τῶν μαθητριῶν ἀρχαίων τῆς ἀγορᾶς εἰς τὸ ἀρχαῖον θέατρον τοῦ κ. Ἀθηνᾶς θὰ πραγματοποιηθῇ τὴν προσεχῆ ἑβδομάδα. bbox=[578, 547, 826, 607]
ad-product-detail: 1—50 bbox=[235, 1679, 272, 1692]
ad-product-name: ΑΤΜΟΛΕΒΗΤΕΣ & ΑΤΜΟΜΗΧΑΝΑΙ bbox=[95, 1701, 400, 1719]
article-subhead: ΔΙΑ ΤΑ ΠΕΣΟΝΤΑ ΤΕΚΝΑ ΤΗΣ bbox=[854, 900, 1055, 916]
advertisement-agapitos bbox=[95, 1205, 565, 2195]
article-text: Ἡ ἐφημερὶς δὲν εἶναι πρόθυμος νὰ δεχθῇ τὰς θεωρίας ταύτας ἄνευ ἀποδείξεων. Αἱ κυριώτεραι θεωρίαι τοῦ ὑπνωτισμοῦ ἀπορρέουσιν ἀπὸ τὰς παρατηρήσεις τῶν ἰατρῶν τῆς Σαλπετριέρης καὶ τῆς Νανσὺ. bbox=[330, 495, 568, 584]
article-text: Αἱ ἐγγραφαὶ τῶν μαθητριῶν ἄρχονται ἀπὸ τῆς 2ας Σεπτεμβρίου. Ὁδὸς Ὁμήρου 24. bbox=[578, 1272, 826, 1317]
article-signature: (Ἐκ τοῦ Γραφείου τῆς Σχολῆς) bbox=[647, 1354, 826, 1369]
article-headline: Η ΑΠΟΛΥΣΙΣ bbox=[896, 522, 1013, 543]
article-text: Τὸ ζήτημα ἐμελετήθη ἤδη ὑπὸ εἰδικῆς ἐπιτροπῆς, ἡ ὁποία συνέταξε τὸ σχετικὸν νομοσχέδιον, ὑποβληθὲν πρὸς ψήφισιν εἰς τὴν Βουλήν. bbox=[838, 1447, 1071, 1506]
ad-company-type: (ΕΤΕΡΟΡΡΥΘΜΟΣ ΜΕΤΟΧΙΚΗ ΕΤΑΙΡΙΑ) bbox=[199, 1356, 461, 1372]
ad-product-name: ΕΝΑΕΡΙΟΙ ΣΙΔΗΡΟΔΡΟΜΟΙ bbox=[95, 1961, 334, 1979]
ad-product-item bbox=[95, 1776, 565, 1802]
ad-koufeta-title: ΚΟΥΦΕΤΑ bbox=[1318, 1559, 1553, 1591]
social-note: Ὁ χειρουργὸς κ. ΕΡΩ. ΣΟΛΑΤΑΣ μετὰ διήκοντον ἀπὸ τὴν Εὐρώπην ταξείδιον ἐπανῆλθεν. bbox=[1318, 264, 1553, 309]
article-text: Ὁ κ. Παπαϊωάννου ἀπαντᾷ εἰς τὰ ἐρωτήματα καὶ δηλώνει ὅτι τὸ θέατρον θὰ συνεχίσῃ τὰς παραστάσεις του κανονικῶς ἐντὸς τοῦ μηνός. bbox=[578, 379, 826, 439]
ad-product-item bbox=[95, 1958, 565, 1984]
article-subhead: (ΙΔ. ΥΠΗΡΕΣΙΑ «ΕΜΠΡΟΣ») bbox=[136, 461, 282, 475]
article-text: Σπίτια λωποδυτῶν, ἐπιχειρήσαντα τῆς διαρρήξεως τῆς οἰκίας τοῦ κ. Γ. Ζαφειροπούλου, κατώρθωσαν νὰ ἀφαιρέσουν χρήματα καὶ κοσμήματα. bbox=[1080, 1508, 1310, 1567]
ad-steamship-line: ΣΑΒΒΑΤΟΝ ὥραν 4 μ.μ. διὰ Χανία, Ρέθυμνον καὶ Ἡράκλειον. bbox=[1318, 1474, 1553, 1504]
divider bbox=[1080, 386, 1310, 387]
ad-bookshop-text: Παρέχονται ἐπίσης πληροφορίαι περὶ τῶν νέων διδακτικῶν βιβλίων τὰ ὁποῖα ἐνεκρίθησαν ὑπὸ τοῦ Ὑπουργείου τῶν Ἐκκλησιαστικῶν καὶ τῆς Δημοσίας Ἐκπαιδεύσεως διὰ τὸ προσεχὲς σχολικὸν ἔτος. bbox=[1322, 1135, 1549, 1224]
article-headline: ΤΡΑΥΜΑΤΙΑΙ bbox=[1146, 391, 1244, 408]
ad-koufeta-text: ΣΤΟ «ΡΟΔΟΝ» ἔναντι Ταχυδρομείου 44 νέο εἶδη κουφέτα, Πεπρωμένα, Καραμέλαι τὸ κιλὸ 2,40 ἕως 2,50 ἡ ὀκά. Κουφέτα γάμου 3,60 καὶ 2,40 ἡ ὀκά. bbox=[1318, 1594, 1553, 1654]
ad-product-item bbox=[95, 1802, 565, 1828]
column-6 bbox=[1318, 110, 1553, 2195]
divider bbox=[1080, 773, 1310, 774]
ad-product-detail: πόλεων καὶ ἐργοστασίων bbox=[274, 1783, 418, 1796]
article-subhead: — ΑΝΑΚΑΛΥΨΙΣ ΟΧΕΤΟΥ bbox=[1080, 1221, 1250, 1237]
ad-note: Τὸ γραφεῖον τῆς ἑταιρείας ΞΕΝΑΓΕΙΟΝ ἐν τῇ ὁδῷ Σταδίου 22 λειτουργεῖ καθημερινῶς. bbox=[1318, 1508, 1553, 1553]
article-headline: ΑΣΘΕΝΕΙΣ ΣΤΡΑΤΙΩΤΑΙ bbox=[1107, 161, 1283, 177]
social-note: Ὁ ἰατρὸς κ. Ιω. Φουστάνος δέχεται καθ' ἑκάστην ἀπὸ 3-6 μ.μ. ἐν ὁδῷ Γ' Σεπτεμβρίου ἀρ. 2 — Τηλέφωνον ἀρ. 867. bbox=[1318, 313, 1553, 372]
ad-address: ΑΘΗΝΑΙ. ΟΔΟΣ ΑΡΙΣΤΕΙΔΟΥ 7 bbox=[242, 1423, 418, 1437]
ad-product-name: ΑΥΤΟΚΙΝΗΤΑ bbox=[95, 1935, 215, 1953]
ad-product-item bbox=[95, 1932, 565, 1958]
article-subhead: ΕΙΣ ΤΑ ΠΡΟΘΥΡΑ ΤΟΥ ΠΕΙΡΑΙΩΣ bbox=[1084, 813, 1306, 829]
article-text: Ἡ ἁρμοδία ἀρχὴ τῆς προσέξεως κατὰ τὸ προσεχὲς διάταγμα θὰ ἀπολύσῃ τοὺς ἐφέδρους τῶν ἡλικιῶν τοῦ Ναυτικοῦ 1900, 1901, 1902 καθὼς καὶ τοὺς ἐπισήμους τῶν ἡλικιῶν 1897, 1898 καὶ 1899 ἐξακολουθοῦν. bbox=[838, 567, 1071, 656]
article-subhead: ΜΑΡΑΣΛΕΙΟΝ ΔΙΔΑΣΚΑΛΕΙΟΝ bbox=[1119, 414, 1271, 427]
social-note: ΜΑΡΙΚΑΣ ΒΕΡΓΚΟΚΑΚΗ ἐπανῆλθε ἀπὸ 1ης Σεπτεμβρίου ἐκ τῆς ὁδοῦ Μητροπόλεως ἀρ. 34. bbox=[1318, 494, 1553, 538]
rooster-icon bbox=[578, 192, 632, 246]
divider bbox=[578, 1580, 826, 1581]
column-divider bbox=[832, 110, 833, 2195]
ad-product-item bbox=[95, 1828, 565, 1854]
